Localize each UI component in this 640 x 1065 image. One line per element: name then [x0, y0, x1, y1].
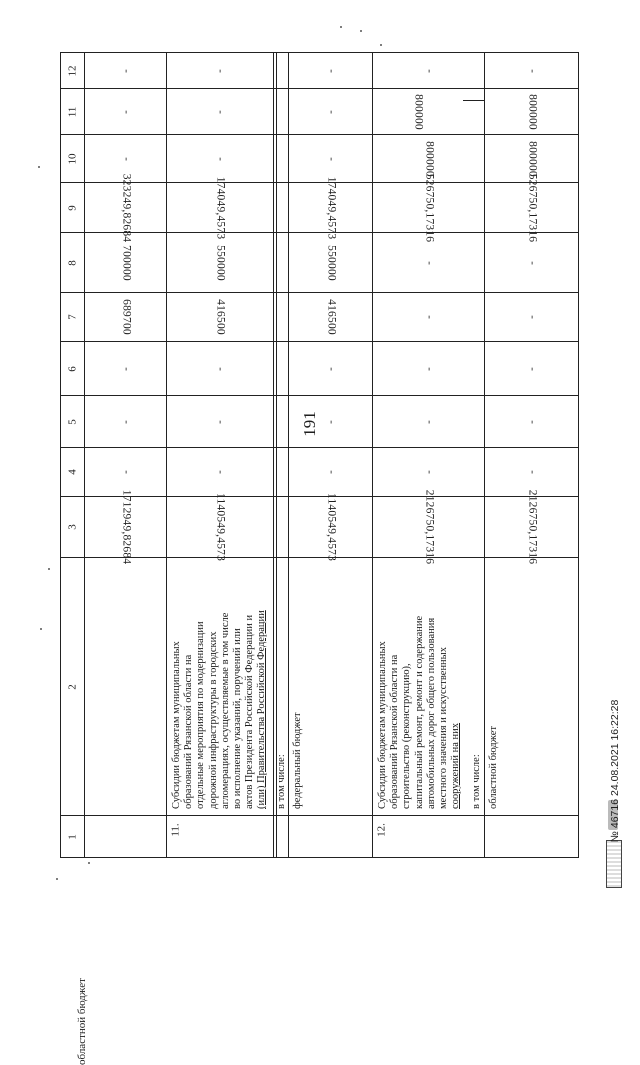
- row-11-col5-value: -: [213, 419, 226, 424]
- row-e-col4-value: -: [525, 470, 537, 474]
- row-11-description-line: дорожной инфраструктуры в городских: [207, 631, 219, 809]
- row-12-col11-value: 800000: [412, 93, 425, 130]
- row-12-col5-value: -: [422, 419, 434, 424]
- column-number-5: 5: [66, 418, 78, 425]
- row-e-col3-value: 2126750,17316: [526, 489, 538, 565]
- row-11-col3-value: 1140549,4573: [214, 492, 227, 562]
- row-e-col11-value: 800000: [526, 93, 538, 130]
- row-12-description-line: местного значения и искусственных: [438, 647, 450, 809]
- scan-speck: [40, 628, 42, 630]
- scan-speck: [340, 26, 342, 28]
- row-11-description-line: во исполнение указаний, поручений или: [232, 628, 244, 809]
- row-e-col2-label: областной бюджет: [488, 726, 499, 809]
- row-a-col6-value: -: [119, 366, 131, 371]
- row-12-description-line: сооружений на них: [450, 722, 462, 809]
- row-11-col11-value: -: [213, 109, 226, 114]
- row-c-col8-value: 550000: [325, 244, 337, 281]
- row-a-col9-value: 323249,82684: [120, 173, 132, 242]
- row-a-col12-value: -: [119, 68, 131, 73]
- row-12-description-line: строительство (реконструкцию),: [401, 663, 413, 809]
- registration-number: № 46716 24.08.2021 16:22:28: [609, 699, 621, 843]
- column-divider: [60, 815, 578, 816]
- column-number-12: 12: [66, 65, 78, 76]
- row-c-col7-value: 416500: [325, 299, 337, 335]
- scan-speck: [88, 862, 90, 864]
- row-e-col10-value: 800000: [526, 140, 538, 177]
- row-12-description: [373, 558, 471, 815]
- column-number-6: 6: [66, 365, 78, 372]
- row-a-col11-value: -: [119, 109, 131, 114]
- row-12-description-line: образований Рязанской области на: [389, 654, 401, 809]
- row-12-col4-value: -: [422, 470, 434, 474]
- scan-speck: [38, 166, 40, 168]
- row-11-number: 11.: [169, 823, 182, 837]
- row-12-description-line: автомобильных дорог общего пользования: [425, 617, 437, 809]
- row-c-col10-value: -: [324, 156, 336, 161]
- row-e-col9-value: 526750,17316: [526, 173, 538, 242]
- column-number-3: 3: [66, 524, 78, 530]
- table-border-right: [578, 52, 579, 858]
- row-c-col11-value: -: [324, 109, 336, 114]
- row-e-col7-value: -: [525, 315, 537, 319]
- row-a-col8-value: 700000: [120, 244, 132, 281]
- row-11-col12-value: -: [213, 68, 226, 73]
- row-c-col12-value: -: [324, 68, 336, 73]
- column-number-11: 11: [66, 106, 78, 117]
- row-11-col4-value: -: [213, 470, 226, 474]
- row-a-col4-value: -: [119, 470, 131, 474]
- partial-divider: [463, 100, 484, 101]
- row-c-col9-value: 174049,4573: [325, 176, 337, 239]
- row-12-col10-value: 800000: [423, 140, 435, 177]
- page-number: 191: [300, 411, 319, 437]
- row-11-description-line: агломерациях, осуществляемые в том числе: [219, 612, 231, 809]
- row-c-col6-value: -: [324, 366, 336, 371]
- row-a-col5-value: -: [119, 419, 131, 424]
- row-a-col3-value: 1712949,82684: [120, 489, 132, 565]
- row-12-col3-value: 2126750,17316: [423, 489, 435, 565]
- row-11-col9-value: 174049,4573: [214, 176, 227, 239]
- row-11-description-line: Субсидии бюджетам муниципальных: [171, 641, 182, 809]
- row-11-col6-value: -: [213, 366, 226, 371]
- row-c-col3-value: 1140549,4573: [325, 492, 337, 562]
- row-12-number: 12.: [375, 823, 388, 837]
- column-number-8: 8: [66, 259, 78, 266]
- row-11-description-line: отдельные мероприятия по модернизации: [195, 621, 207, 809]
- row-11-description-line: образований Рязанской области на: [183, 654, 195, 809]
- column-number-9: 9: [66, 204, 78, 211]
- row-c-col4-value: -: [324, 470, 336, 474]
- row-11-description: [167, 558, 273, 815]
- row-c-col5-value: -: [324, 419, 336, 424]
- scan-speck: [380, 44, 382, 46]
- column-number-10: 10: [66, 153, 78, 164]
- column-number-4: 4: [66, 469, 78, 475]
- row-11-col7-value: 416500: [214, 299, 227, 335]
- row-12-including-label: в том числе:: [471, 754, 482, 809]
- scan-speck: [56, 878, 58, 880]
- row-12-col9-value: 526750,17316: [423, 173, 435, 242]
- scan-speck: [48, 568, 50, 570]
- row-e-col8-value: -: [525, 260, 537, 265]
- row-11-including-label: в том числе:: [276, 754, 287, 809]
- column-number-7: 7: [66, 314, 78, 320]
- table-border-bottom: [60, 857, 578, 858]
- row-12-col6-value: -: [422, 366, 434, 371]
- row-e-col12-value: -: [525, 68, 537, 73]
- row-a-col10-value: -: [119, 156, 131, 161]
- row-11-col10-value: -: [213, 156, 226, 161]
- column-number-1: 1: [66, 833, 78, 840]
- row-12-description-line: капитальный ремонт, ремонт и содержание: [413, 615, 425, 809]
- row-11-description-line: (или) Правительства Российской Федерации: [256, 610, 268, 809]
- row-a-col2-label: областной бюджет: [76, 978, 88, 1065]
- row-12-col8-value: -: [422, 260, 434, 265]
- row-e-col6-value: -: [525, 366, 537, 371]
- row-12-description-line: Субсидии бюджетам муниципальных: [377, 641, 388, 809]
- row-e-col5-value: -: [525, 419, 537, 424]
- column-number-2: 2: [66, 683, 78, 690]
- row-12-col12-value: -: [422, 68, 434, 73]
- row-a-col7-value: 689700: [120, 299, 132, 335]
- row-11-col8-value: 550000: [214, 244, 227, 281]
- row-12-col7-value: -: [422, 315, 434, 319]
- scan-speck: [360, 30, 362, 32]
- row-c-col2-label: федеральный бюджет: [292, 712, 303, 809]
- row-11-description-line: актов Президента Российской Федерации и: [244, 614, 256, 809]
